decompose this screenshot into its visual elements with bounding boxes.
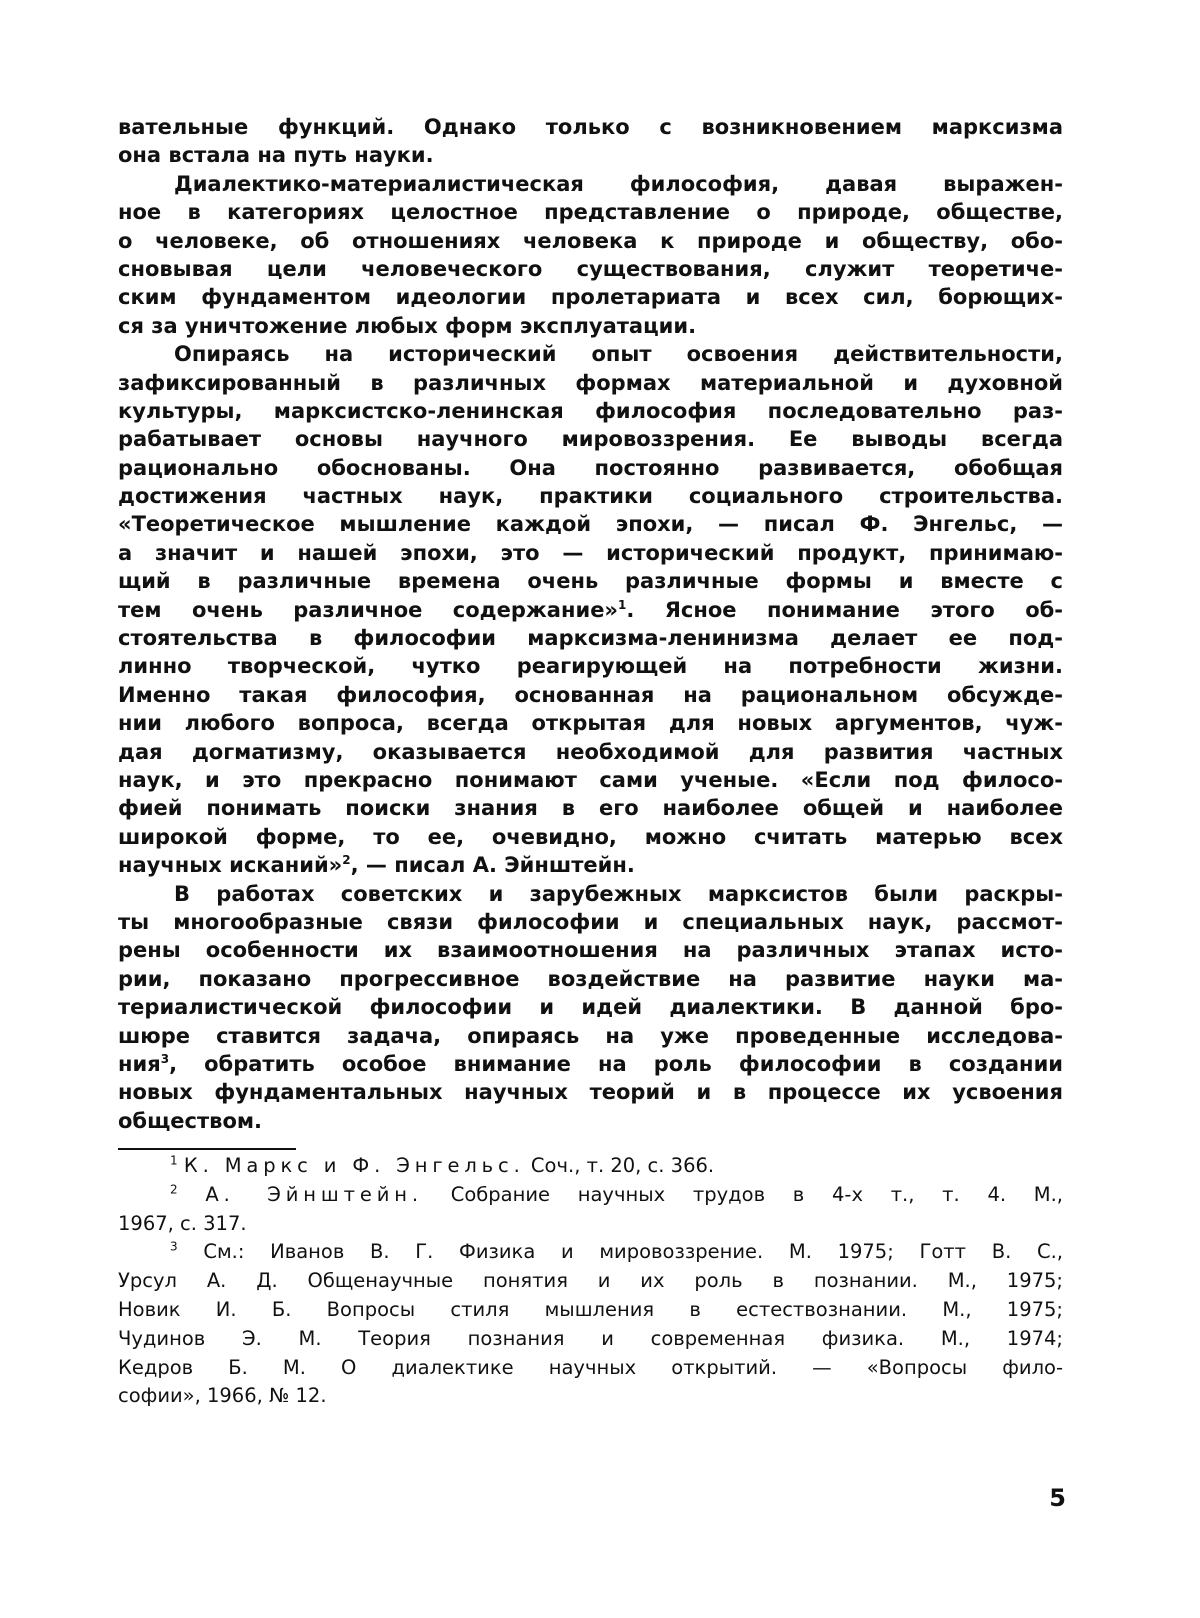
text-line: дая догматизму, оказывается необходимой для развития частных	[118, 739, 1063, 764]
text-fragment: научных исканий»	[118, 853, 343, 878]
text-line: щий в различные времена очень различные формы и вместе с	[118, 569, 1063, 594]
text-line: Опираясь на исторический опыт освоения действительности,	[174, 342, 1063, 367]
text-line: Диалектико-материалистическая философия, давая выражен-	[174, 171, 1063, 196]
text-line: териалистической философии и идей диалектики. В данной бро-	[118, 995, 1063, 1020]
text-line: стоятельства в философии марксизма-ленинизма делает ее под-	[118, 626, 1063, 651]
text-line: фией понимать поиски знания в его наиболее общей и наиболее	[118, 796, 1063, 821]
page-number: 5	[1049, 1484, 1066, 1512]
footnote-2	[118, 1181, 1063, 1210]
text-fragment: . Ясное понимание этого об-	[626, 597, 1063, 622]
footnote-author: А. Эйнштейн.	[205, 1182, 423, 1206]
text-line: а значит и нашей эпохи, это — исторический продукт, принимаю-	[118, 540, 1063, 565]
text-line: ты многообразные связи философии и специальных наук, рассмот-	[118, 909, 1063, 934]
footnote-marker: 3	[170, 1239, 178, 1254]
text-fragment: , обратить особое внимание на роль философии в создании	[169, 1051, 1063, 1076]
text-line: рационально обоснованы. Она постоянно развивается, обобщая	[118, 455, 1063, 480]
footnote-ref-3[interactable]: 3	[160, 1051, 170, 1066]
text-line: нии любого вопроса, всегда открытая для новых аргументов, чуж-	[118, 711, 1063, 736]
text-line: наук, и это прекрасно понимают сами ученые. «Если под филосо-	[118, 767, 1063, 792]
text-line: шюре ставится задача, опираясь на уже проведенные исследова-	[118, 1023, 1063, 1048]
footnote-2-line-2: 1967, с. 317.	[118, 1211, 247, 1235]
text-line	[118, 1050, 1063, 1078]
footnote-3-line: Кедров Б. М. О диалектике научных открытий. — «Вопросы фило-	[118, 1355, 1063, 1379]
text-line: достижения частных наук, практики социального строительства.	[118, 484, 1063, 509]
main-text	[118, 113, 1063, 1135]
text-line: зафиксированный в различных формах материальной и духовной	[118, 370, 1063, 395]
text-line: рены особенности их взаимоотношения на различных этапах исто-	[118, 938, 1063, 963]
text-line: о человеке, об отношениях человека к природе и обществу, обо-	[118, 228, 1063, 253]
text-line: вательные функций. Однако только с возникновением марксизма	[118, 115, 1063, 139]
footnote-marker: 1	[170, 1153, 178, 1168]
text-fragment: , — писал А. Эйнштейн.	[350, 853, 635, 878]
text-fragment: тем очень различное содержание»	[118, 597, 618, 622]
text-line: линно творческой, чутко реагирующей на потребности жизни.	[118, 654, 1063, 679]
text-line: новых фундаментальных научных теорий и в процессе их усвоения	[118, 1080, 1063, 1105]
text-line: рабатывает основы научного мировоззрения. Ее выводы всегда	[118, 427, 1063, 452]
text-line: культуры, марксистско-ленинская философия последовательно раз-	[118, 398, 1063, 423]
footnote-3-line: Урсул А. Д. Общенаучные понятия и их роль в познании. М., 1975;	[118, 1269, 1063, 1293]
text-fragment: ния	[118, 1051, 161, 1076]
text-line: «Теоретическое мышление каждой эпохи, — писал Ф. Энгельс, —	[118, 512, 1063, 537]
footnote-3-line: Новик И. Б. Вопросы стиля мышления в естествознании. М., 1975;	[118, 1297, 1063, 1321]
footnotes	[118, 1152, 1063, 1411]
footnote-text: Собрание научных трудов в 4-х т., т. 4. М.,	[422, 1182, 1063, 1206]
text-line: ся за уничтожение любых форм эксплуатации.	[118, 313, 697, 338]
text-line: ским фундаментом идеологии пролетариата и всех сил, борющих-	[118, 285, 1063, 310]
text-line: ное в категориях целостное представление о природе, обществе,	[118, 200, 1063, 225]
footnote-3	[118, 1238, 1063, 1267]
footnote-1	[118, 1152, 1063, 1181]
footnote-ref-1[interactable]: 1	[618, 597, 627, 612]
text-line: рии, показано прогрессивное воздействие на развитие науки ма-	[118, 966, 1063, 991]
footnote-divider	[118, 1148, 296, 1150]
footnote-text: См.: Иванов В. Г. Физика и мировоззрение. М. 1975; Готт В. С.,	[177, 1240, 1063, 1264]
footnote-ref-2[interactable]: 2	[342, 853, 351, 868]
text-line	[118, 596, 1063, 624]
text-line	[118, 851, 1063, 879]
text-line: В работах советских и зарубежных марксистов были раскры-	[174, 881, 1063, 906]
footnote-text: Соч., т. 20, с. 366.	[524, 1154, 715, 1177]
text-line: обществом.	[118, 1108, 263, 1133]
text-line: сновывая цели человеческого существования, служит теоретиче-	[118, 256, 1063, 281]
footnote-3-line: Чудинов Э. М. Теория познания и современная физика. М., 1974;	[118, 1326, 1063, 1350]
footnote-3-line: софии», 1966, № 12.	[118, 1384, 327, 1408]
text-line: Именно такая философия, основанная на рациональном обсужде-	[118, 682, 1063, 707]
footnote-marker: 2	[170, 1182, 178, 1197]
text-line: широкой форме, то ее, очевидно, можно считать матерью всех	[118, 824, 1063, 849]
footnote-author: К. Маркс и Ф. Энгельс.	[183, 1154, 525, 1177]
text-line: она встала на путь науки.	[118, 143, 434, 168]
